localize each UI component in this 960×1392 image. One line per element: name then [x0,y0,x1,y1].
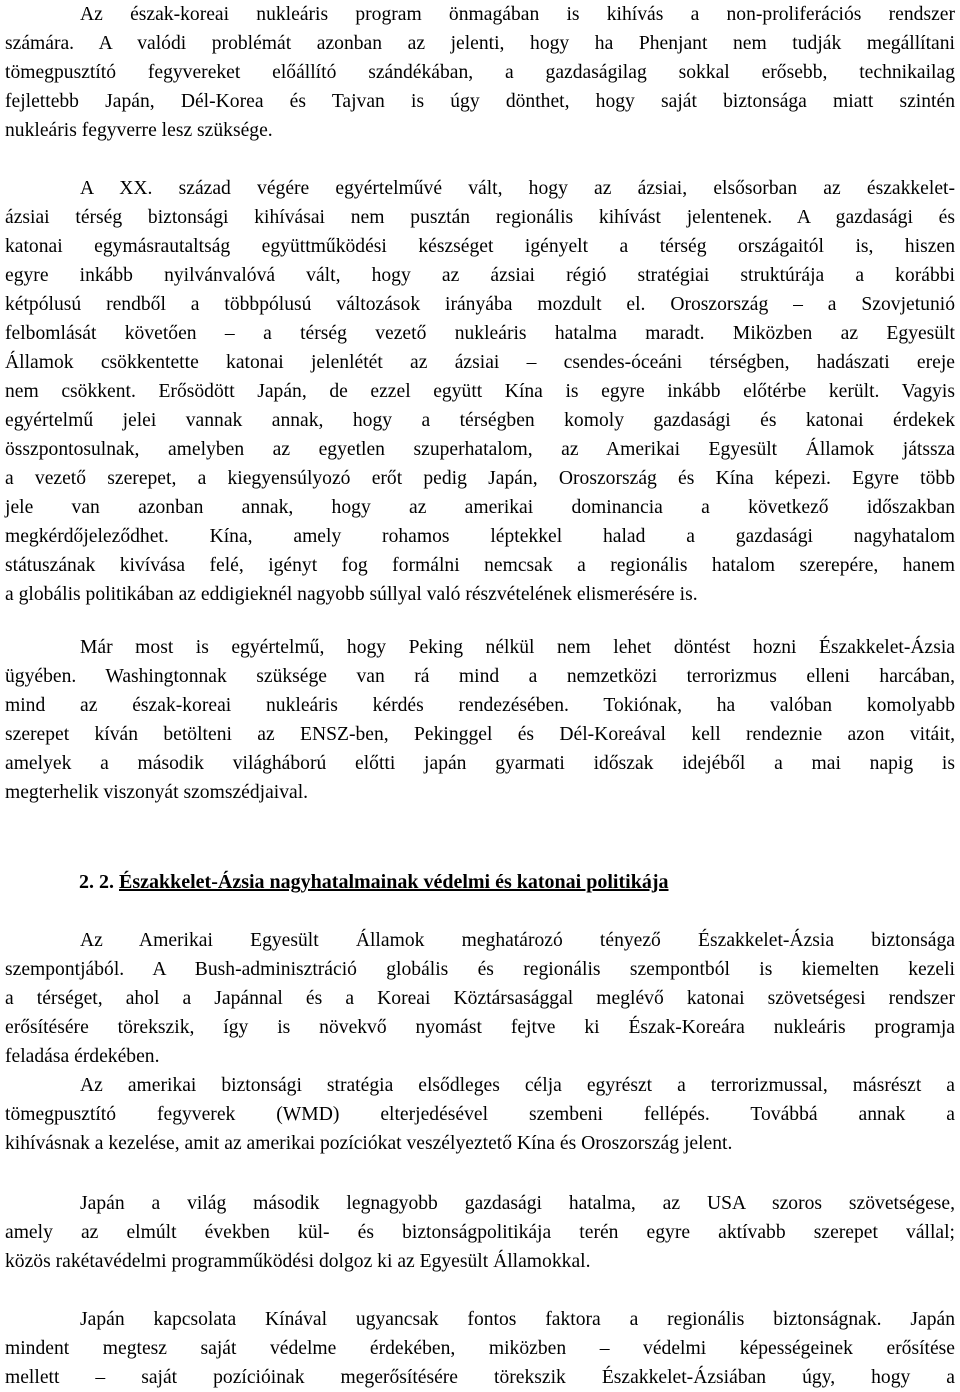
text-line: szempontjából. A Bush-adminisztráció globális és regionális szempontból is kiemelten kezeli [5,959,955,980]
paragraph-japan-china [5,1305,955,1392]
text-line: ázsiai térség biztonsági kihívásai nem pusztán regionális kihívást jelentenek. A gazdasági és [5,207,955,228]
text-line: felbomlását követően – a térség vezető nukleáris hatalma maradt. Miközben az Egyesült [5,323,955,344]
text-line: Államok csökkentette katonai jelenlétét az ázsiai – csendes-óceáni térségben, hadászati ereje [5,352,955,373]
text-line: megkérdőjeleződhet. Kína, amely rohamos léptekkel halad a gazdasági nagyhatalom [5,526,955,547]
paragraph-nuclear-program [5,0,955,145]
text-line: a térséget, ahol a Japánnal és a Koreai Köztársasággal meglévő katonai szövetségesi rendszer [5,988,955,1009]
section-title: Északkelet-Ázsia nagyhatalmainak védelmi és katonai politikája [119,871,669,893]
text-line: kihívásnak a kezelése, amit az amerikai pozíciókat veszélyeztető Kína és Oroszország jelent. [5,1133,733,1154]
text-line: katonai egymásrautaltság együttműködési készséget igényelt a térség országaitól is, hiszen [5,236,955,257]
text-line: a vezető szerepet, a kiegyensúlyozó erőt pedig Japán, Oroszország és Kína képezi. Egyre több [5,468,955,489]
text-line: státuszának kivívása felé, igényt fog formálni nemcsak a regionális hatalom szerepére, hanem [5,555,955,576]
section-heading [79,868,668,897]
text-line: jele van azonban annak, hogy az amerikai dominancia a következő időszakban [5,497,955,518]
text-line: amely az elmúlt években kül- és biztonságpolitikája terén egyre aktívabb szerepet vállal; [5,1222,955,1243]
text-line: Az észak-koreai nukleáris program önmagában is kihívás a non-proliferációs rendszer [80,4,955,25]
text-line: erősítésére törekszik, így is növekvő nyomást fejtve ki Észak-Koreára nukleáris programja [5,1017,955,1038]
text-line: Az Amerikai Egyesült Államok meghatározó tényező Északkelet-Ázsia biztonsága [80,930,955,951]
text-line: ügyében. Washingtonnak szüksége van rá mind a nemzetközi terrorizmus elleni harcában, [5,666,955,687]
text-line: közös rakétavédelmi programműködési dolgoz ki az Egyesült Államokkal. [5,1251,591,1272]
text-line: megterhelik viszonyát szomszédjaival. [5,782,309,803]
text-line: feladása érdekében. [5,1046,160,1067]
text-line: szerepet kíván betölteni az ENSZ-ben, Pekinggel és Dél-Koreával kell rendeznie azon vitáit, [5,724,955,745]
text-line: fejlettebb Japán, Dél-Korea és Tajvan is úgy dönthet, hogy saját biztonsága miatt szintén [5,91,955,112]
text-line: nukleáris fegyverre lesz szüksége. [5,120,273,141]
paragraph-us-strategy [5,1071,955,1158]
text-line: nem csökkent. Erősödött Japán, de ezzel együtt Kína is egyre inkább előtérbe került. Vagyis [5,381,955,402]
text-line: mind az észak-koreai nukleáris kérdés rendezésében. Tokiónak, ha valóban komolyabb [5,695,955,716]
text-line: Japán kapcsolata Kínával ugyancsak fontos faktora a regionális biztonságnak. Japán [80,1309,955,1330]
text-line: kétpólusú rendből a többpólusú változások irányába mozdult el. Oroszország – a Szovjetunió [5,294,955,315]
section-number: 2. 2. [79,871,114,893]
text-line: a globális politikában az eddigieknél nagyobb súllyal való részvételének elismerésére is. [5,584,698,605]
text-line: mindent megtesz saját védelme érdekében, miközben – védelmi képességeinek erősítése [5,1338,955,1359]
paragraph-japan-economy [5,1189,955,1276]
text-line: mellett – saját pozícióinak megerősítésére törekszik Északkelet-Ázsiában úgy, hogy a [5,1367,955,1388]
paragraph-us-role [5,926,955,1071]
text-line: Japán a világ második legnagyobb gazdasági hatalma, az USA szoros szövetségese, [80,1193,955,1214]
text-line: tömegpusztító fegyverek (WMD) elterjedésével szembeni fellépés. Továbbá annak a [5,1104,955,1125]
text-line: A XX. század végére egyértelművé vált, hogy az ázsiai, elsősorban az északkelet- [80,178,955,199]
text-line: tömegpusztító fegyvereket előállító szándékában, a gazdaságilag sokkal erősebb, technikailag [5,62,955,83]
text-line: összpontosulnak, amelyben az egyetlen szuperhatalom, az Amerikai Egyesült Államok játssza [5,439,955,460]
text-line: amelyek a második világháború előtti japán gyarmati időszak idejéből a mai napig is [5,753,955,774]
text-line: egyértelmű jelei vannak annak, hogy a térségben komoly gazdasági és katonai érdekek [5,410,955,431]
text-line: egyre inkább nyilvánvalóvá vált, hogy az ázsiai régió stratégiai struktúrája a korábbi [5,265,955,286]
text-line: Az amerikai biztonsági stratégia elsődleges célja egyrészt a terrorizmussal, másrészt a [80,1075,955,1096]
text-line: Már most is egyértelmű, hogy Peking nélkül nem lehet döntést hozni Északkelet-Ázsia [80,637,955,658]
paragraph-beijing-role [5,633,955,807]
paragraph-regional-security [5,174,955,609]
text-line: számára. A valódi problémát azonban az jelenti, hogy ha Phenjant nem tudják megállítani [5,33,955,54]
